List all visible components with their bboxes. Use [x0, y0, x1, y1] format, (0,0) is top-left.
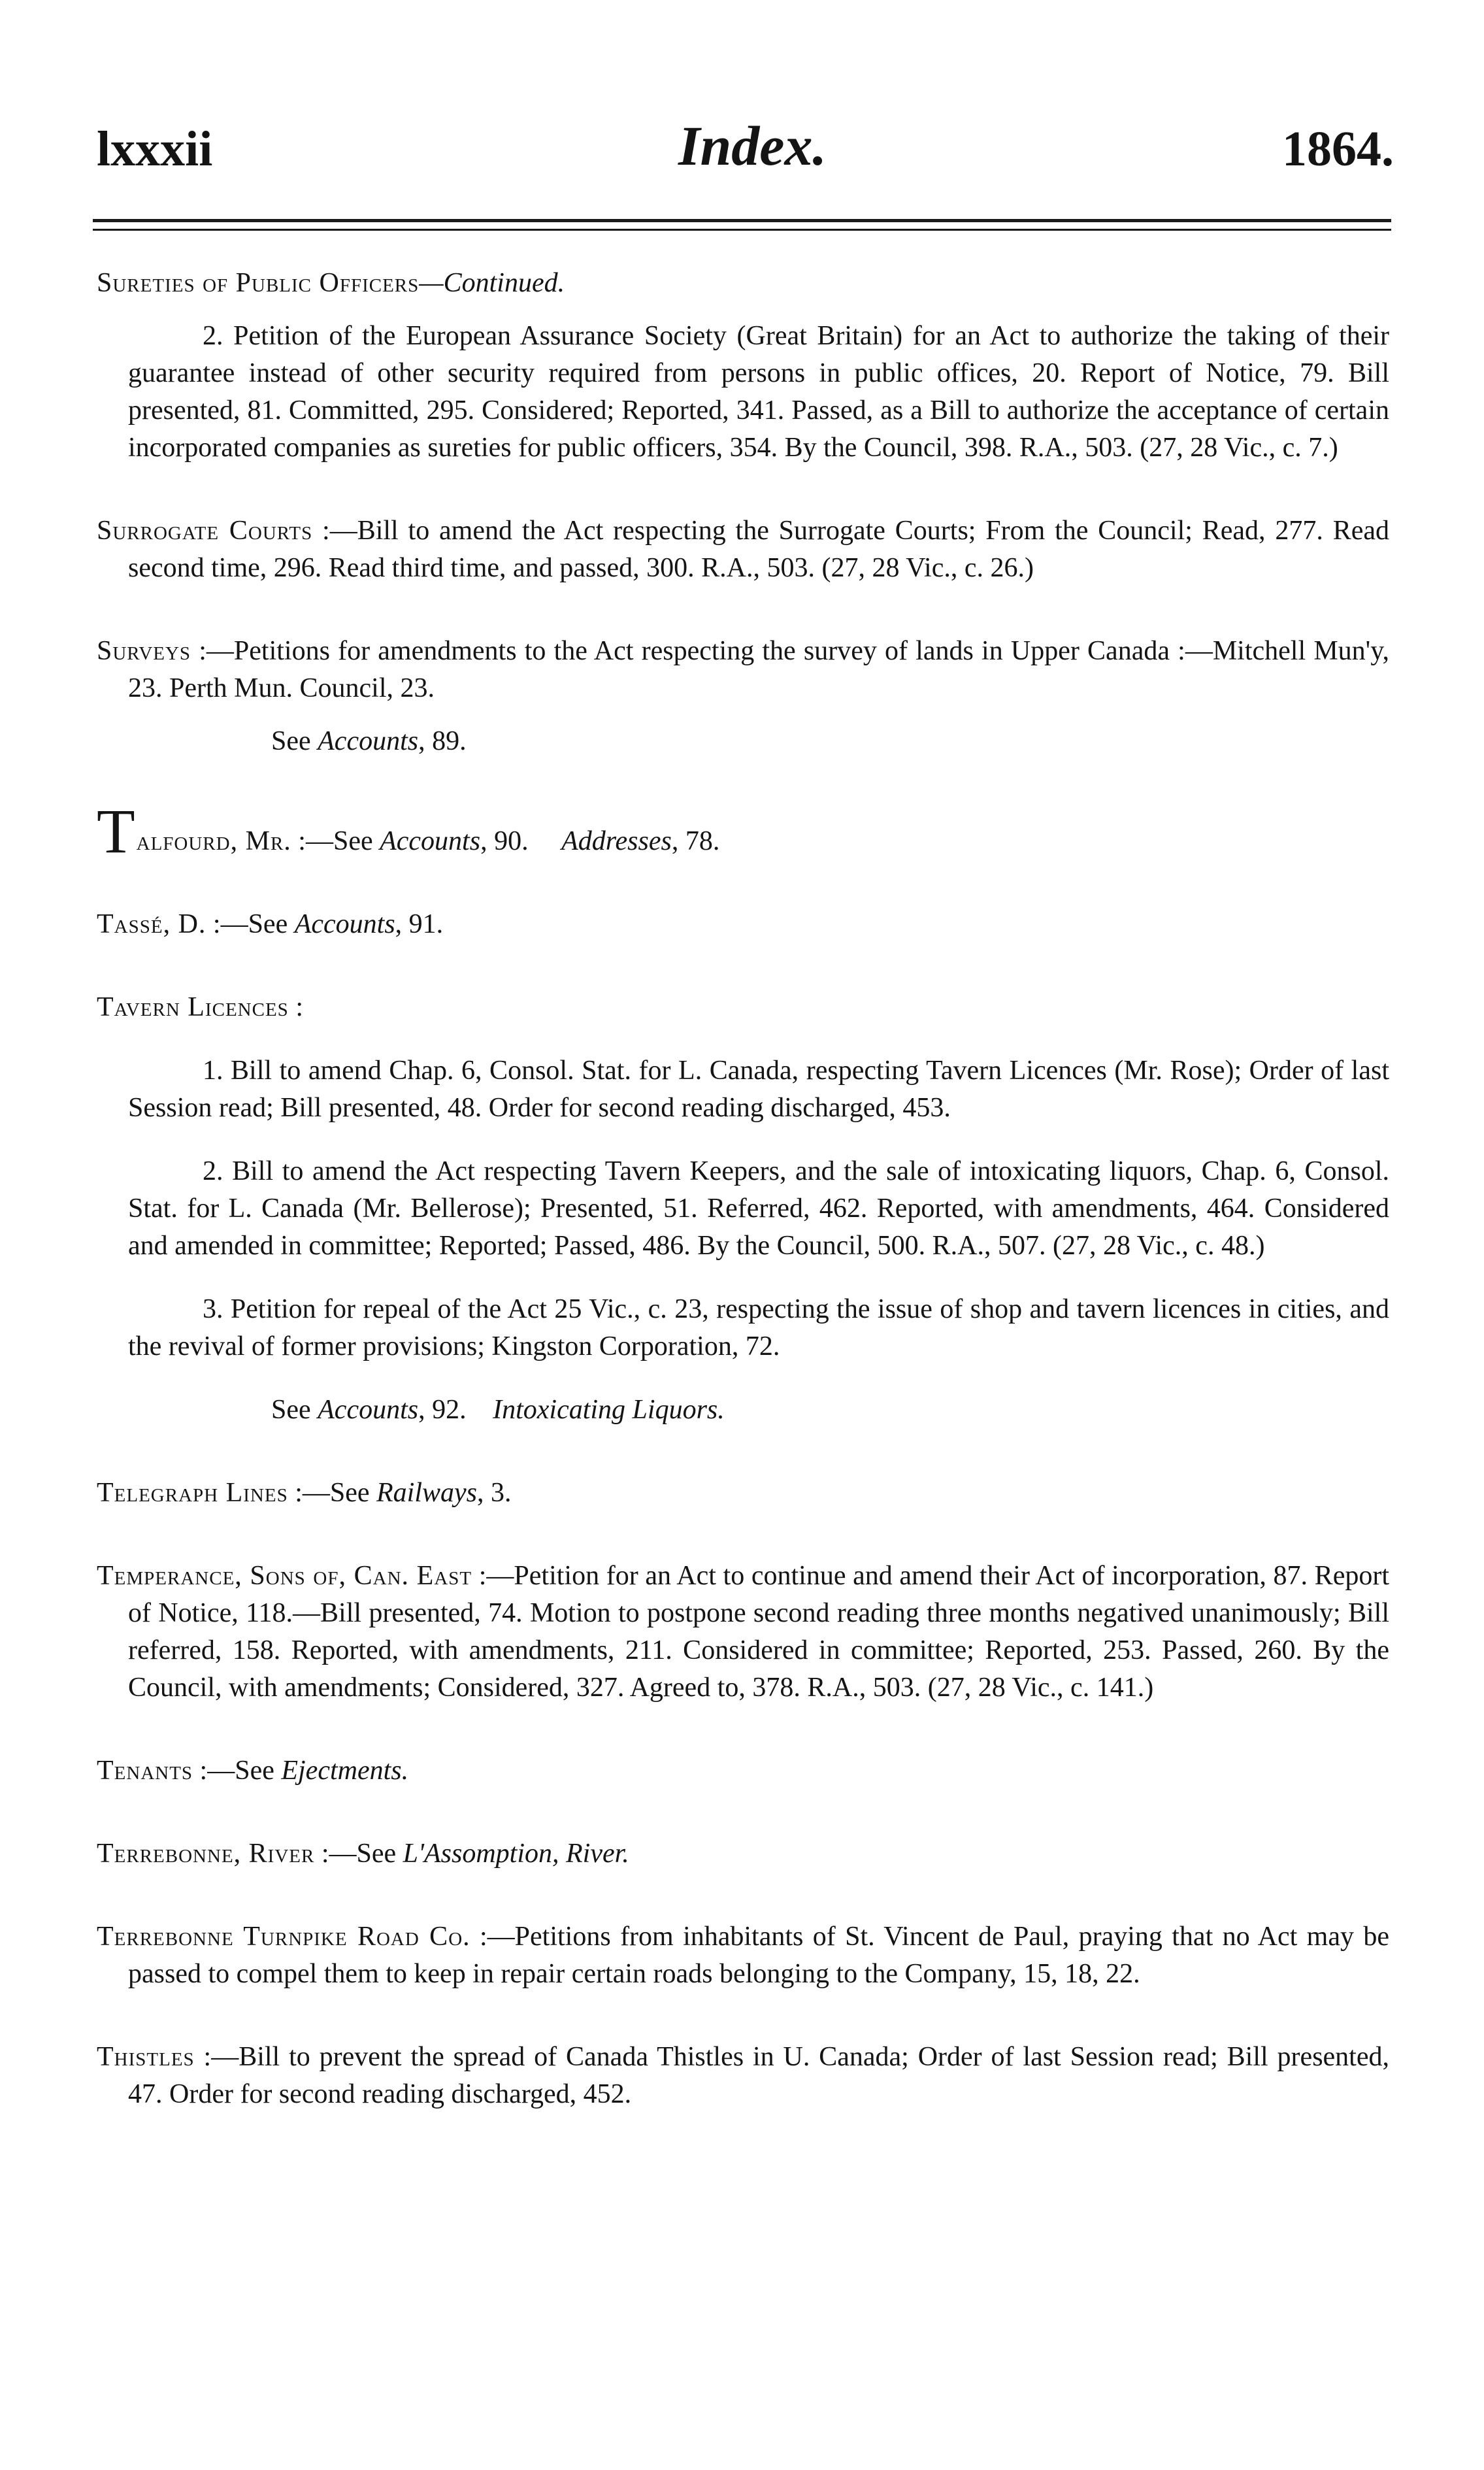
entry-text: :—Petitions for amendments to the Act respecting the survey of lands in Upper Canada :—Mitchell Mun'y, 23. Perth Mun. Council, 23. [128, 636, 1389, 703]
entry-heading: Thistles [97, 2042, 195, 2072]
entry-tavern-item-1: 1. Bill to amend Chap. 6, Consol. Stat. for L. Canada, respecting Tavern Licences (Mr. Rose); Order of last Session read; Bill presented, 48. Order for second reading discharged, 453. [128, 1056, 1389, 1123]
cross-reference: Accounts [318, 1395, 419, 1425]
entry-sureties [97, 265, 1389, 302]
entry-text: :—Petitions from inhabitants of St. Vincent de Paul, praying that no Act may be passed to compel them to keep in repair certain roads belonging to the Company, 15, 18, 22. [128, 1922, 1389, 1989]
section-initial: T [97, 796, 135, 866]
page-title: Index. [678, 114, 827, 177]
entry-tasse: Tassé, D. :—See Accounts, 91. [97, 909, 444, 939]
entry-sureties-item-2: 2. Petition of the European Assurance Society (Great Britain) for an Act to authorize the taking of their guarantee instead of other security required from persons in public offices, 20. Report of Notice, 79. Bill presented, 81. Committed, 295. Considered; Reported, 341. Passed, as a Bill to authorize the acceptance of certain incorporated companies as sureties for public officers, 354. By the Council, 398. R.A., 503. (27, 28 Vic., c. 7.) [128, 321, 1389, 463]
cross-reference: L'Assomption, River. [403, 1839, 629, 1869]
entry-telegraph-lines: Telegraph Lines :—See Railways, 3. [97, 1478, 512, 1508]
entry-terrebonne-turnpike [97, 1918, 1389, 1993]
see-also: See Accounts, 92. Intoxicating Liquors. [271, 1395, 725, 1425]
see-also: See Accounts, 89. [271, 726, 467, 756]
entry-thistles [97, 2039, 1389, 2113]
continued-label: —Continued. [419, 268, 565, 298]
cross-reference: Intoxicating Liquors. [493, 1395, 725, 1425]
cross-reference: Addresses [561, 826, 672, 856]
entry-surveys [97, 633, 1389, 707]
entry-text: :—Bill to amend the Act respecting the Surrogate Courts; From the Council; Read, 277. Read second time, 296. Read third time, and passed, 300. R.A., 503. (27, 28 Vic., c. 26.) [128, 516, 1389, 583]
header-rule-thick [93, 219, 1391, 222]
entry-tavern-licences: Tavern Licences : [97, 992, 303, 1022]
header-rule-thin [93, 229, 1391, 231]
entry-heading: alfourd, Mr. [136, 826, 291, 856]
entry-tenants: Tenants :—See Ejectments. [97, 1756, 409, 1786]
entry-heading: Tassé, D. [97, 909, 206, 939]
entry-heading: Surveys [97, 636, 191, 666]
cross-reference: Accounts [380, 826, 481, 856]
entry-heading: Terrebonne, River [97, 1839, 315, 1869]
page-year: 1864. [1282, 122, 1394, 176]
entry-talfourd: Talfourd, Mr. :—See Accounts, 90. Addresses, 78. [97, 796, 720, 866]
entry-terrebonne-river: Terrebonne, River :—See L'Assomption, River. [97, 1839, 629, 1869]
page-number: lxxxii [97, 122, 213, 176]
entry-temperance [97, 1558, 1389, 1707]
entry-heading: Sureties of Public Officers [97, 268, 420, 298]
entry-heading: Tenants [97, 1756, 193, 1786]
cross-reference: Ejectments. [281, 1756, 409, 1786]
entry-tavern-item-2: 2. Bill to amend the Act respecting Tavern Keepers, and the sale of intoxicating liquors, Chap. 6, Consol. Stat. for L. Canada (Mr. Bellerose); Presented, 51. Referred, 462. Reported, with amendments, 464. Considered and amended in committee; Reported; Passed, 486. By the Council, 500. R.A., 507. (27, 28 Vic., c. 48.) [128, 1156, 1389, 1261]
entry-heading: Telegraph Lines [97, 1478, 288, 1508]
entry-heading: Tavern Licences [97, 992, 289, 1022]
cross-reference: Accounts [294, 909, 395, 939]
index-body [97, 265, 1389, 2113]
cross-reference: Accounts [318, 726, 419, 756]
entry-heading: Surrogate Courts [97, 516, 313, 546]
entry-heading: Temperance, Sons of, Can. East [97, 1561, 472, 1591]
entry-tavern-item-3: 3. Petition for repeal of the Act 25 Vic., c. 23, respecting the issue of shop and tavern licences in cities, and the revival of former provisions; Kingston Corporation, 72. [128, 1294, 1389, 1361]
entry-text: :—Petition for an Act to continue and amend their Act of incorporation, 87. Report of Notice, 118.—Bill presented, 74. Motion to postpone second reading three months negatived unanimously; Bill referred, 158. Reported, with amendments, 211. Considered in committee; Reported, 253. Passed, 260. By the Council, with amendments; Considered, 327. Agreed to, 378. R.A., 503. (27, 28 Vic., c. 141.) [128, 1561, 1389, 1703]
cross-reference: Railways [376, 1478, 478, 1508]
entry-surrogate-courts [97, 512, 1389, 587]
entry-text: :—Bill to prevent the spread of Canada Thistles in U. Canada; Order of last Session read; Bill presented, 47. Order for second reading discharged, 452. [128, 2042, 1389, 2109]
entry-heading: Terrebonne Turnpike Road Co. [97, 1922, 470, 1952]
